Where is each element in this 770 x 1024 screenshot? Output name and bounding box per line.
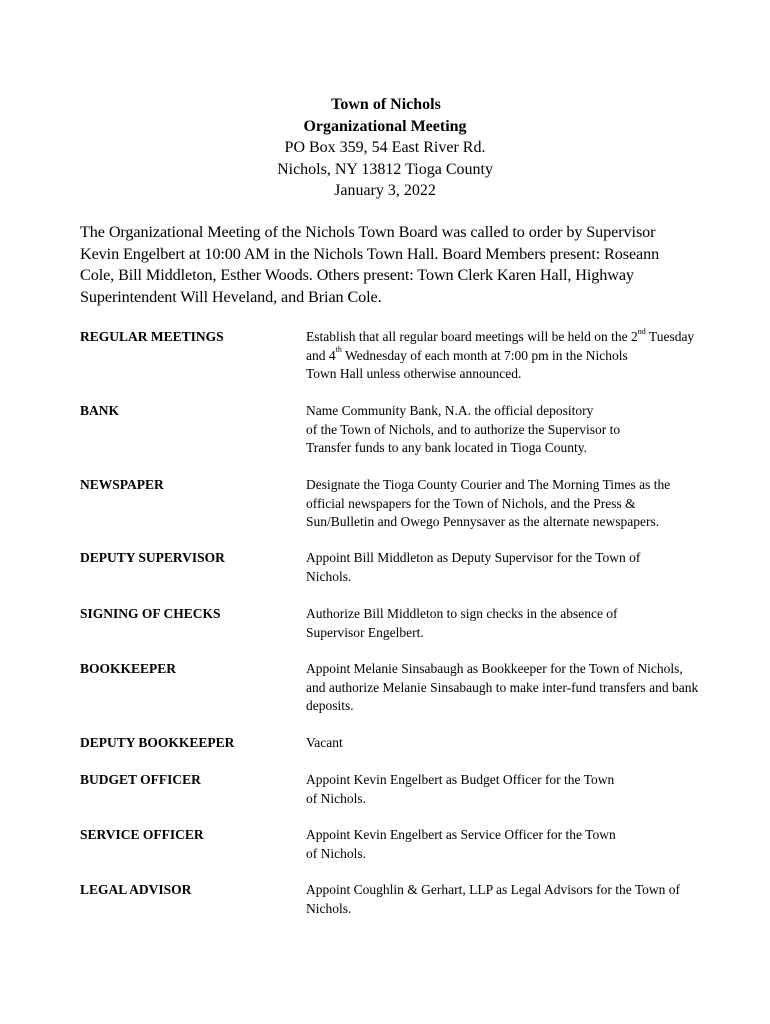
item-desc-line: Designate the Tioga County Courier and The Morning Times as the (306, 477, 671, 492)
item-label: BUDGET OFFICER (80, 772, 201, 787)
item-desc-line: Appoint Coughlin & Gerhart, LLP as Legal Advisors for the Town of (306, 882, 681, 897)
intro-line: Kevin Engelbert at 10:00 AM in the Nichols Town Hall. Board Members present: Roseann (80, 244, 660, 263)
city-state-zip: Nichols, NY 13812 Tioga County (277, 160, 493, 178)
item-desc-line: Supervisor Engelbert. (306, 624, 424, 640)
item-desc-line: Appoint Kevin Engelbert as Budget Officer for the Town (306, 772, 615, 787)
item-description (306, 734, 756, 753)
mailing-address: PO Box 359, 54 East River Rd. (284, 139, 486, 156)
item-desc-line: Vacant (306, 735, 343, 750)
item-desc-line: Appoint Melanie Sinsabaugh as Bookkeeper for the Town of Nichols, (306, 661, 683, 676)
item-desc-line: and authorize Melanie Sinsabaugh to make inter-fund transfers and bank (306, 679, 699, 695)
item-label: REGULAR MEETINGS (80, 329, 224, 344)
item-description (306, 826, 756, 863)
item-label: LEGAL ADVISOR (80, 882, 192, 897)
item-desc-line: of the Town of Nichols, and to authorize the Supervisor to (306, 421, 621, 437)
item-desc-text: Tuesday (645, 329, 695, 344)
ordinal-suffix: nd (637, 326, 646, 336)
intro-line: The Organizational Meeting of the Nichols Town Board was called to order by Supervisor (80, 223, 656, 241)
meeting-title: Organizational Meeting (303, 117, 467, 135)
item-label: BOOKKEEPER (80, 661, 177, 676)
intro-line: Superintendent Will Heveland, and Brian Cole. (80, 287, 382, 306)
ordinal-suffix: th (335, 345, 342, 355)
item-desc-text: Wednesday of each month at 7:00 pm in the Nichols (341, 347, 628, 363)
item-desc-text: and 4 (306, 347, 336, 363)
intro-paragraph (80, 222, 740, 308)
item-desc-line: official newspapers for the Town of Nichols, and the Press & (306, 495, 636, 511)
item-desc-line: deposits. (306, 698, 354, 714)
item-desc-line: Appoint Kevin Engelbert as Service Officer for the Town (306, 827, 616, 842)
item-description (306, 660, 756, 716)
item-description (306, 328, 756, 384)
item-description (306, 476, 756, 532)
item-description (306, 605, 756, 642)
item-label: DEPUTY SUPERVISOR (80, 550, 225, 565)
intro-line: Cole, Bill Middleton, Esther Woods. Others present: Town Clerk Karen Hall, Highway (80, 266, 634, 285)
item-label: DEPUTY BOOKKEEPER (80, 735, 235, 750)
item-label: SIGNING OF CHECKS (80, 606, 221, 621)
item-desc-text: Establish that all regular board meetings will be held on the 2 (306, 329, 638, 344)
item-desc-line: Name Community Bank, N.A. the official depository (306, 403, 594, 418)
meeting-date: January 3, 2022 (334, 182, 436, 199)
town-name: Town of Nichols (331, 96, 441, 113)
item-desc-line: Sun/Bulletin and Owego Pennysaver as the alternate newspapers. (306, 514, 660, 530)
item-description (306, 771, 756, 808)
item-desc-line: Nichols. (306, 900, 352, 916)
item-desc-line (306, 328, 756, 347)
item-desc-line: Authorize Bill Middleton to sign checks in the absence of (306, 606, 618, 621)
item-desc-line: Town Hall unless otherwise announced. (306, 366, 522, 382)
item-label: BANK (80, 403, 120, 418)
item-description (306, 549, 756, 586)
item-desc-line: of Nichols. (306, 845, 366, 861)
item-description (306, 881, 756, 918)
item-description (306, 402, 756, 458)
item-label: SERVICE OFFICER (80, 827, 204, 842)
item-desc-line: Appoint Bill Middleton as Deputy Supervisor for the Town of (306, 550, 641, 565)
item-desc-line (306, 347, 756, 366)
item-desc-line: of Nichols. (306, 790, 366, 806)
item-desc-line: Transfer funds to any bank located in Tioga County. (306, 440, 587, 456)
item-label: NEWSPAPER (80, 477, 164, 492)
item-desc-line: Nichols. (306, 568, 352, 584)
document-header (0, 94, 770, 202)
